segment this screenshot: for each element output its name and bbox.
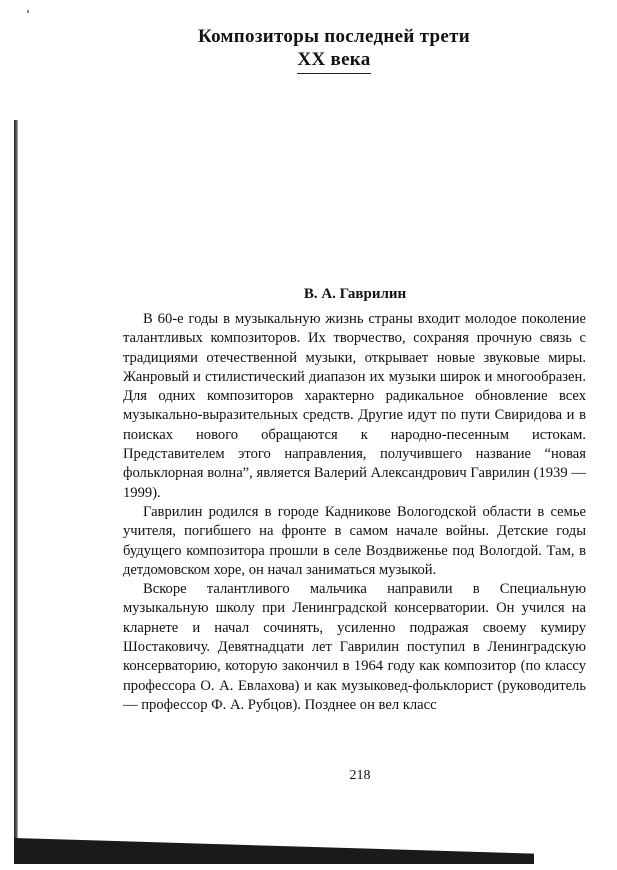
scan-speck xyxy=(27,10,29,13)
section-heading: В. А. Гаврилин xyxy=(303,286,407,302)
scan-edge-left xyxy=(14,120,18,855)
body-text xyxy=(123,310,586,715)
chapter-title-line1: Композиторы последней трети xyxy=(197,26,471,47)
paragraph: Гаврилин родился в городе Кадникове Вологодской области в семье учителя, погибшего на фронте в самом начале войны. Детские годы будущего композитора прошли в селе Воздвиженье под Вологдой. Там, в детдомовском хоре, он начал заниматься музыкой. xyxy=(123,503,586,578)
scan-edge-bottom xyxy=(14,838,534,864)
chapter-title-line2: XX века xyxy=(297,49,370,74)
paragraph: В 60-е годы в музыкальную жизнь страны входит молодое поколение талантливых композиторов. Их творчество, сохраняя прочную связь с традициями отечественной музыки, открывает новые звуковые миры. Жанровый и стилистический диапазон их музыки широк и многообразен. Для одних композиторов характерно радикальное обновление всех музыкально-выразительных средств. Другие идут по пути Свиридова и в поисках нового обращаются к народно-песенным истокам. Представителем этого направления, получившего название “новая фольклорная волна”, является Валерий Александрович Гаврилин (1939 —1999). xyxy=(123,311,586,501)
page-number: 218 xyxy=(349,768,371,783)
chapter-title xyxy=(150,26,518,74)
paragraph: Вскоре талантливого мальчика направили в Специальную музыкальную школу при Ленинградской консерватории. Он учился на кларнете и начал сочинять, усиленно подражая своему кумиру Шостаковичу. Девятнадцати лет Гаврилин поступил в Ленинградскую консерваторию, которую закончил в 1964 году как композитор (по классу профессора О. А. Евлахова) и как музыковед-фольклорист (руководитель — профессор Ф. А. Рубцов). Позднее он вел класс xyxy=(123,581,586,713)
